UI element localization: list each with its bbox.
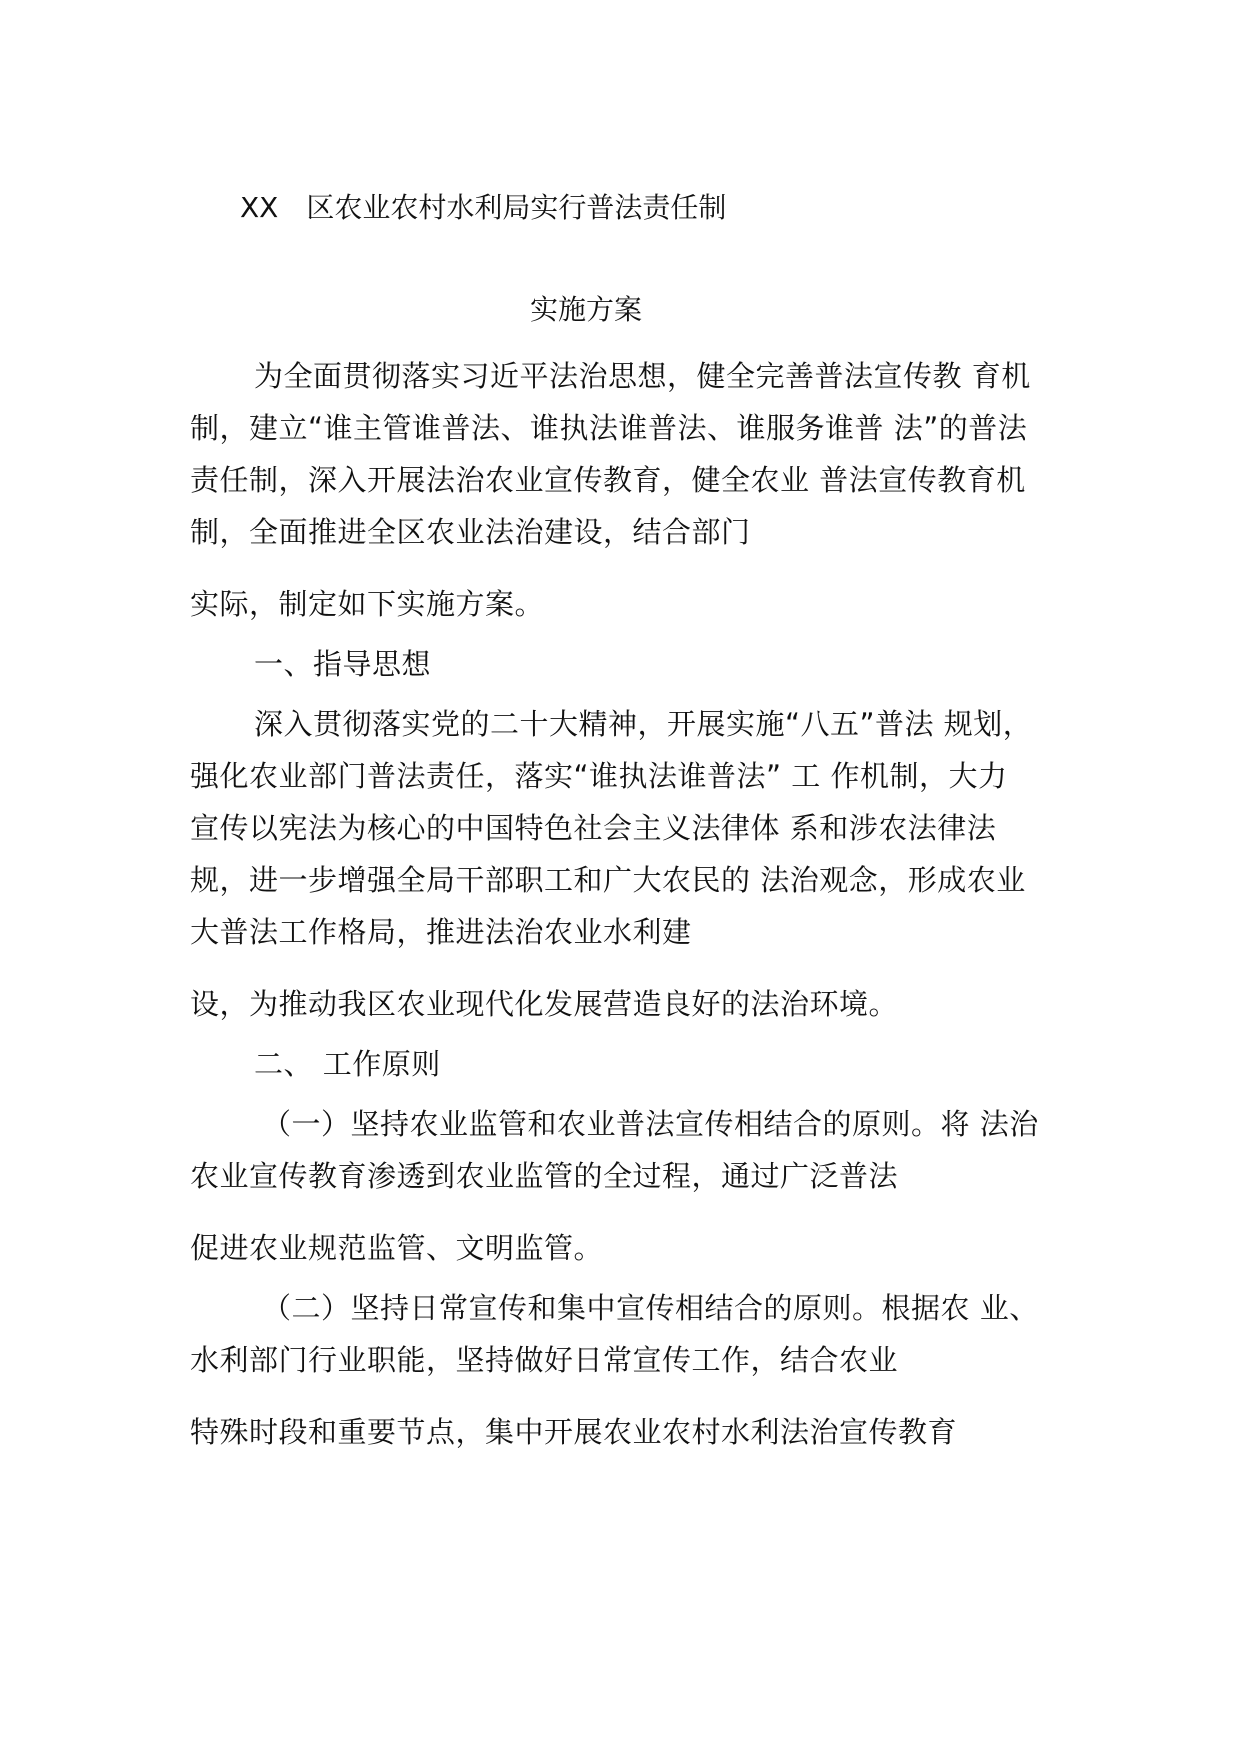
body-line-12: （一）坚持农业监管和农业普法宣传相结合的原则。将 法治 [262,1107,1039,1141]
section-heading-2: 二、 工作原则 [254,1047,441,1081]
title-line-2: 实施方案 [530,293,643,326]
body-line-1: 为全面贯彻落实习近平法治思想，健全完善普法宣传教 育机 [254,359,1031,393]
title-line-1: XX 区农业农村水利局实行普法责任制 [240,191,727,224]
body-line-7: 强化农业部门普法责任，落实“谁执法谁普法” 工 作机制，大力 [190,759,1008,793]
body-line-16: 水利部门行业职能，坚持做好日常宣传工作，结合农业 [190,1343,899,1377]
body-line-17: 特殊时段和重要节点，集中开展农业农村水利法治宣传教育 [190,1415,958,1449]
section-heading-1: 一、指导思想 [254,647,432,681]
body-line-3: 责任制，深入开展法治农业宣传教育，健全农业 普法宣传教育机 [190,463,1026,497]
body-line-8: 宣传以宪法为核心的中国特色社会主义法律体 系和涉农法律法 [190,811,997,845]
body-line-13: 农业宣传教育渗透到农业监管的全过程，通过广泛普法 [190,1159,899,1193]
body-line-10: 大普法工作格局，推进法治农业水利建 [190,915,692,949]
body-line-2: 制，建立“谁主管谁普法、谁执法谁普法、谁服务谁普 法”的普法 [190,411,1028,445]
body-line-9: 规，进一步增强全局干部职工和广大农民的 法治观念，形成农业 [190,863,1026,897]
body-line-6: 深入贯彻落实党的二十大精神，开展实施“八五”普法 规划， [254,707,1033,741]
body-line-14: 促进农业规范监管、文明监管。 [190,1231,604,1265]
body-line-4: 制，全面推进全区农业法治建设，结合部门 [190,515,751,549]
body-line-15: （二）坚持日常宣传和集中宣传相结合的原则。根据农 业、 [262,1291,1039,1325]
body-line-11: 设，为推动我区农业现代化发展营造良好的法治环境。 [190,987,899,1021]
body-line-5: 实际，制定如下实施方案。 [190,587,545,621]
